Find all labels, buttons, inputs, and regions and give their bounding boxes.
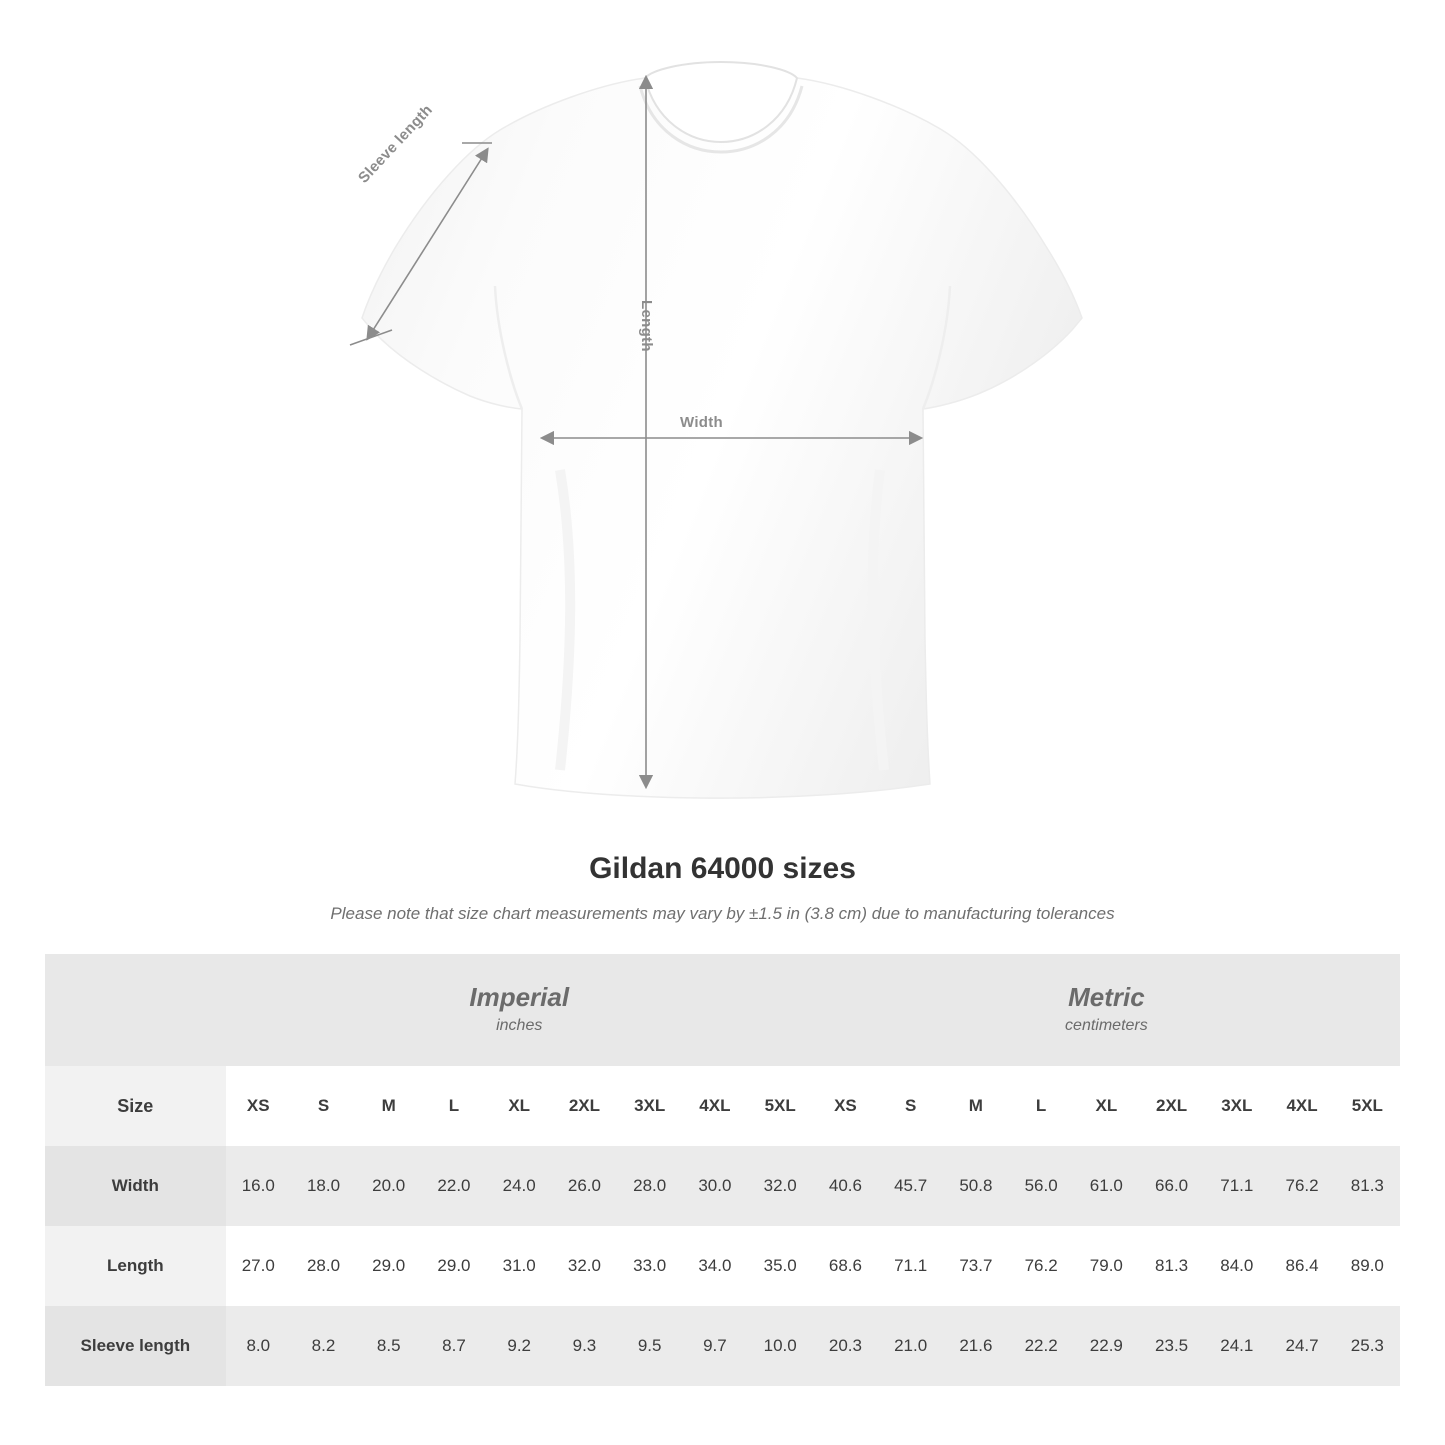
row-header-size: Size <box>45 1066 226 1146</box>
cell: 20.3 <box>813 1306 878 1386</box>
row-label-length: Length <box>45 1226 226 1306</box>
col-header: XL <box>487 1066 552 1146</box>
col-header: M <box>943 1066 1008 1146</box>
cell: 45.7 <box>878 1146 943 1226</box>
cell: 84.0 <box>1204 1226 1269 1306</box>
cell: 71.1 <box>878 1226 943 1306</box>
cell: 71.1 <box>1204 1146 1269 1226</box>
tolerance-note: Please note that size chart measurements may vary by ±1.5 in (3.8 cm) due to manufacturing tolerances <box>330 904 1115 923</box>
cell: 35.0 <box>748 1226 813 1306</box>
cell: 28.0 <box>291 1226 356 1306</box>
unit-metric-name: Metric <box>1068 981 1145 1012</box>
cell: 8.7 <box>421 1306 486 1386</box>
cell: 22.9 <box>1074 1306 1139 1386</box>
cell: 24.1 <box>1204 1306 1269 1386</box>
cell: 8.5 <box>356 1306 421 1386</box>
col-header: 5XL <box>1335 1066 1400 1146</box>
cell: 76.2 <box>1009 1226 1074 1306</box>
unit-header-row <box>45 954 1400 1066</box>
cell: 56.0 <box>1009 1146 1074 1226</box>
cell: 8.2 <box>291 1306 356 1386</box>
cell: 66.0 <box>1139 1146 1204 1226</box>
cell: 29.0 <box>356 1226 421 1306</box>
cell: 34.0 <box>682 1226 747 1306</box>
unit-imperial-name: Imperial <box>469 981 570 1012</box>
col-header: 5XL <box>748 1066 813 1146</box>
cell: 28.0 <box>617 1146 682 1226</box>
col-header: XS <box>813 1066 878 1146</box>
cell: 22.2 <box>1009 1306 1074 1386</box>
length-label: Length <box>638 300 655 352</box>
cell: 33.0 <box>617 1226 682 1306</box>
cell: 24.0 <box>487 1146 552 1226</box>
cell: 29.0 <box>421 1226 486 1306</box>
unit-header-spacer <box>45 954 226 1066</box>
col-header: 4XL <box>682 1066 747 1146</box>
sleeve-length-label: Sleeve length <box>355 101 437 187</box>
cell: 9.2 <box>487 1306 552 1386</box>
col-header: S <box>878 1066 943 1146</box>
col-header: 3XL <box>617 1066 682 1146</box>
page-title: Gildan 64000 sizes <box>589 852 856 885</box>
size-header-row <box>45 1066 1400 1146</box>
table-row <box>45 1146 1400 1226</box>
cell: 30.0 <box>682 1146 747 1226</box>
col-header: 3XL <box>1204 1066 1269 1146</box>
unit-metric-sub: centimeters <box>1065 1017 1148 1035</box>
cell: 9.7 <box>682 1306 747 1386</box>
col-header: L <box>1009 1066 1074 1146</box>
chart-heading-block <box>0 852 1445 924</box>
cell: 22.0 <box>421 1146 486 1226</box>
cell: 21.0 <box>878 1306 943 1386</box>
unit-imperial <box>226 954 813 1066</box>
cell: 21.6 <box>943 1306 1008 1386</box>
col-header: 2XL <box>1139 1066 1204 1146</box>
cell: 32.0 <box>552 1226 617 1306</box>
cell: 20.0 <box>356 1146 421 1226</box>
table-row <box>45 1226 1400 1306</box>
col-header: M <box>356 1066 421 1146</box>
col-header: 4XL <box>1269 1066 1334 1146</box>
cell: 9.5 <box>617 1306 682 1386</box>
cell: 76.2 <box>1269 1146 1334 1226</box>
cell: 81.3 <box>1139 1226 1204 1306</box>
size-table-wrapper <box>45 954 1400 1386</box>
cell: 25.3 <box>1335 1306 1400 1386</box>
row-label-width: Width <box>45 1146 226 1226</box>
col-header: XS <box>226 1066 291 1146</box>
size-table <box>45 954 1400 1386</box>
col-header: S <box>291 1066 356 1146</box>
table-row <box>45 1306 1400 1386</box>
cell: 26.0 <box>552 1146 617 1226</box>
col-header: L <box>421 1066 486 1146</box>
cell: 8.0 <box>226 1306 291 1386</box>
unit-imperial-sub: inches <box>496 1017 543 1035</box>
cell: 24.7 <box>1269 1306 1334 1386</box>
cell: 18.0 <box>291 1146 356 1226</box>
unit-metric <box>813 954 1400 1066</box>
cell: 9.3 <box>552 1306 617 1386</box>
cell: 68.6 <box>813 1226 878 1306</box>
width-label: Width <box>680 414 724 431</box>
cell: 79.0 <box>1074 1226 1139 1306</box>
cell: 89.0 <box>1335 1226 1400 1306</box>
cell: 61.0 <box>1074 1146 1139 1226</box>
col-header: XL <box>1074 1066 1139 1146</box>
cell: 23.5 <box>1139 1306 1204 1386</box>
col-header: 2XL <box>552 1066 617 1146</box>
cell: 31.0 <box>487 1226 552 1306</box>
cell: 73.7 <box>943 1226 1008 1306</box>
cell: 32.0 <box>748 1146 813 1226</box>
cell: 86.4 <box>1269 1226 1334 1306</box>
cell: 40.6 <box>813 1146 878 1226</box>
cell: 16.0 <box>226 1146 291 1226</box>
cell: 10.0 <box>748 1306 813 1386</box>
cell: 27.0 <box>226 1226 291 1306</box>
cell: 50.8 <box>943 1146 1008 1226</box>
cell: 81.3 <box>1335 1146 1400 1226</box>
row-label-sleeve-length: Sleeve length <box>45 1306 226 1386</box>
